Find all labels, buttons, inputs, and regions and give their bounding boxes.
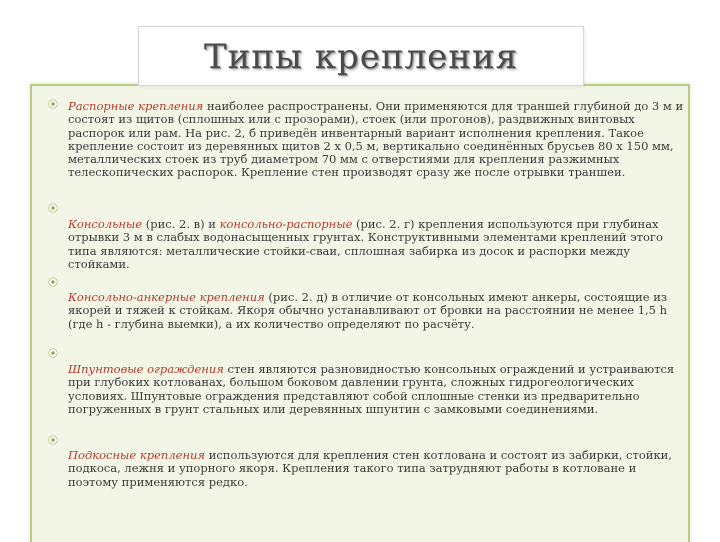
- title-box: [138, 26, 584, 86]
- term-label: Консольно-анкерные крепления: [68, 290, 265, 304]
- term-label: Консольные: [68, 217, 143, 231]
- bullet-icon: ⦿: [48, 100, 58, 111]
- paragraph-1: [68, 100, 688, 180]
- bullet-icon: ⦿: [48, 204, 58, 215]
- paragraph-3: [68, 291, 688, 331]
- paragraph-2: [68, 218, 688, 271]
- paragraph-5: [68, 449, 688, 489]
- paragraph-text: используются для крепления стен котлована и состоят из забирки, стойки, подкоса, лежня и упорного якоря. Крепления такого типа затрудняют работы в котловане и поэтому применяются редко.: [68, 448, 672, 489]
- paragraph-text: наиболее распространены. Они применяются для траншей глубиной до 3 м и состоят из щитов (сплошных или с прозорами), стоек (или прогонов), раздвижных винтовых распорок или рам. На рис. 2, б приведён инвентарный вариант исполнения крепления. Такое крепление состоит из деревянных щитов 2 х 0,5 м, вертикально соединённых брусьев 80 х 150 мм, металлических стоек из труб диаметром 70 мм с отверстиями для крепления разжимных телескопических распорок. Крепление стен производят сразу же после отрывки траншеи.: [68, 99, 684, 180]
- term-label: Подкосные крепления: [68, 448, 206, 462]
- term-label: консольно-распорные: [219, 217, 353, 231]
- term-label: Шпунтовые ограждения: [68, 362, 224, 376]
- paragraph-text: стен являются разновидностью консольных ограждений и устраиваются при глубоких котлованах, большом боковом давлении грунта, сложных гидрогеологических условиях. Шпунтовые ограждения представляют собой сплошные стенки из предварительно погруженных в грунт стальных или деревянных шпунтин с замковыми соединениями.: [68, 362, 675, 416]
- paragraph-text: (рис. 2. в) и: [142, 217, 220, 231]
- bullet-icon: ⦿: [48, 436, 58, 447]
- content-panel: [30, 84, 690, 542]
- term-label: Распорные крепления: [68, 99, 204, 113]
- page-title: Типы крепления: [203, 37, 519, 77]
- paragraph-4: [68, 363, 688, 416]
- bullet-icon: ⦿: [48, 349, 58, 360]
- paragraph-text: (рис. 2. г) крепления используются при глубинах отрывки 3 м в слабых водонасыщенных грунтах. Конструктивными элементами креплений этого типа являются: металлические стойки-сваи, сплошная забирка из досок и распорки между стойками.: [68, 217, 663, 271]
- paragraph-text: (рис. 2. д) в отличие от консольных имеют анкеры, состоящие из якорей и тяжей к стойкам. Якоря обычно устанавливают от бровки на расстоянии не менее 1,5 h (где h - глубина выемки), а их количество определяют по расчёту.: [68, 290, 668, 331]
- bullet-icon: ⦿: [48, 278, 58, 289]
